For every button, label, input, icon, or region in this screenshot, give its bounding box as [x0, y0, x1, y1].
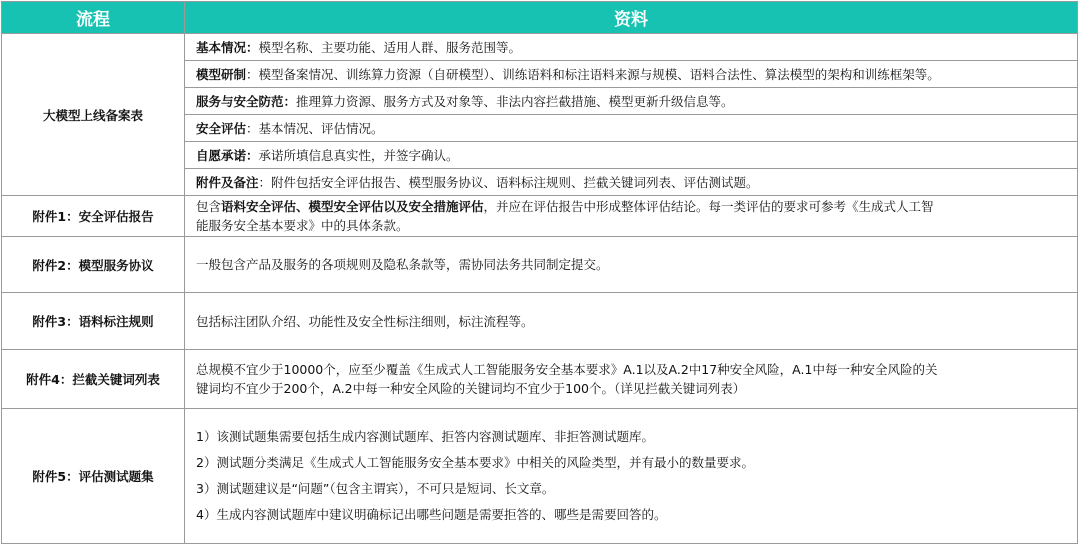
detail-attachment-3: 包括标注团队介绍、功能性及安全性标注细则，标注流程等。: [185, 293, 1078, 350]
list-item: 1）该测试题集需要包括生成内容测试题库、拒答内容测试题库、非拒答测试题库。: [196, 429, 654, 444]
detail-attachment-5: [185, 409, 1078, 544]
detail-line: 总规模不宜少于10000个，应至少覆盖《生成式人工智能服务安全基本要求》A.1以及A.2中17种安全风险，A.1中每一种安全风险的关: [196, 362, 938, 377]
detail-text: ：基本情况、评估情况。: [246, 120, 384, 136]
detail-title: 服务与安全防范：: [196, 93, 297, 109]
detail-title: 自愿承诺：: [196, 147, 259, 163]
list-item: 2）测试题分类满足《生成式人工智能服务安全基本要求》中相关的风险类型，并有最小的数量要求。: [196, 455, 754, 470]
table-row: [2, 34, 1078, 61]
list-item: 4）生成内容测试题库中建议明确标记出哪些问题是需要拒答的、哪些是需要回答的。: [196, 507, 667, 522]
row-label-filing-form: 大模型上线备案表: [2, 34, 185, 196]
detail-line: [196, 197, 1077, 216]
detail-model-development: [185, 61, 1078, 88]
header-materials: 资料: [185, 2, 1078, 34]
filing-process-table-container: [1, 1, 1077, 544]
detail-text: 推理算力资源、服务方式及对象等、非法内容拦截措施、模型更新升级信息等。: [296, 93, 734, 109]
detail-title: 模型研制: [196, 66, 247, 82]
table-header-row: [2, 2, 1078, 34]
detail-title: 基本情况：: [196, 39, 259, 55]
row-label-attachment-3: 附件3：语料标注规则: [2, 293, 185, 350]
row-label-attachment-4: 附件4：拦截关键词列表: [2, 350, 185, 409]
filing-process-table: [1, 1, 1078, 544]
row-label-attachment-5: 附件5：评估测试题集: [2, 409, 185, 544]
list-item: 3）测试题建议是“问题”（包含主谓宾），不可只是短词、长文章。: [196, 481, 555, 496]
header-process: 流程: [2, 2, 185, 34]
table-row: [2, 350, 1078, 409]
detail-attachment-2: 一般包含产品及服务的各项规则及隐私条款等，需协同法务共同制定提交。: [185, 237, 1078, 293]
detail-voluntary-commitment: [185, 142, 1078, 169]
table-row: [2, 409, 1078, 544]
table-row: [2, 196, 1078, 237]
detail-text: ，并应在评估报告中形成整体评估结论。每一类评估的要求可参考《生成式人工智: [483, 199, 934, 214]
table-row: [2, 237, 1078, 293]
table-row: [2, 293, 1078, 350]
detail-security-assessment: [185, 115, 1078, 142]
detail-basic-info: [185, 34, 1078, 61]
row-label-attachment-1: 附件1：安全评估报告: [2, 196, 185, 237]
detail-text: ：模型备案情况、训练算力资源（自研模型）、训练语料和标注语料来源与规模、语料合法性、算法模型的架构和训练框架等。: [246, 66, 940, 82]
detail-emphasis: 语料安全评估、模型安全评估以及安全措施评估: [221, 199, 484, 214]
detail-text: 承诺所填信息真实性，并签字确认。: [258, 147, 459, 163]
detail-attachment-4: [185, 350, 1078, 409]
detail-text: ：附件包括安全评估报告、模型服务协议、语料标注规则、拦截关键词列表、评估测试题。: [258, 174, 759, 190]
detail-title: 安全评估: [196, 120, 247, 136]
detail-attachments: [185, 169, 1078, 196]
detail-text: 包含: [196, 199, 222, 214]
detail-title: 附件及备注: [196, 174, 259, 190]
detail-line: 键词均不宜少于200个，A.2中每一种安全风险的关键词均不宜少于100个。（详见拦截关键词列表）: [196, 381, 746, 396]
row-label-attachment-2: 附件2：模型服务协议: [2, 237, 185, 293]
detail-service-security: [185, 88, 1078, 115]
detail-attachment-1: [185, 196, 1078, 237]
detail-text: 模型名称、主要功能、适用人群、服务范围等。: [258, 39, 522, 55]
detail-line: 能服务安全基本要求》中的具体条款。: [196, 218, 409, 233]
